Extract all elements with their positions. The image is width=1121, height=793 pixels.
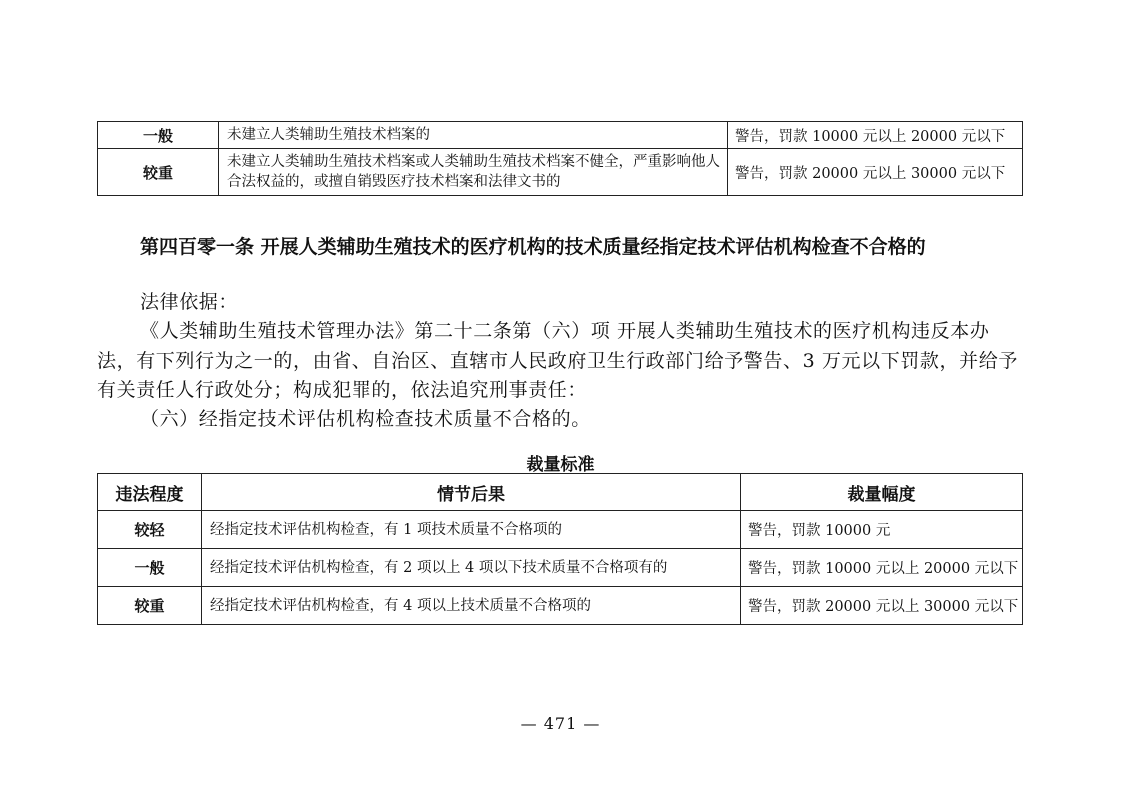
table-row — [98, 149, 1023, 196]
degree-cell: 较轻 — [98, 511, 202, 549]
penalty-cell: 警告，罚款 10000 元以上 20000 元以下 — [728, 122, 1023, 149]
header-degree: 违法程度 — [98, 474, 202, 511]
table-row — [98, 511, 1023, 549]
penalty-cell: 警告，罚款 20000 元以上 30000 元以下 — [728, 149, 1023, 196]
degree-cell: 较重 — [98, 587, 202, 625]
discretion-standard-table — [97, 473, 1023, 625]
item-six-text: （六）经指定技术评估机构检查技术质量不合格的。 — [140, 408, 591, 430]
top-penalty-table — [97, 121, 1023, 196]
circumstance-cell: 未建立人类辅助生殖技术档案或人类辅助生殖技术档案不健全，严重影响他人合法权益的，或擅自销毁医疗技术档案和法律文书的 — [219, 149, 728, 196]
header-penalty: 裁量幅度 — [741, 474, 1023, 511]
penalty-cell: 警告，罚款 10000 元 — [741, 511, 1023, 549]
circumstance-cell: 经指定技术评估机构检查，有 2 项以上 4 项以下技术质量不合格项有的 — [202, 549, 741, 587]
article-title: 第四百零一条 开展人类辅助生殖技术的医疗机构的技术质量经指定技术评估机构检查不合格的 — [140, 236, 926, 258]
circumstance-cell: 未建立人类辅助生殖技术档案的 — [219, 122, 728, 149]
table-row — [98, 549, 1023, 587]
circumstance-cell: 经指定技术评估机构检查，有 1 项技术质量不合格项的 — [202, 511, 741, 549]
degree-cell: 一般 — [98, 549, 202, 587]
table-caption: 裁量标准 — [526, 455, 595, 475]
degree-cell: 一般 — [98, 122, 219, 149]
penalty-cell: 警告，罚款 10000 元以上 20000 元以下 — [741, 549, 1023, 587]
legal-basis-text: 《人类辅助生殖技术管理办法》第二十二条第（六）项 开展人类辅助生殖技术的医疗机构违反本办法，有下列行为之一的，由省、自治区、直辖市人民政府卫生行政部门给予警告、3 万元以下罚款，并给予有关责任人行政处分；构成犯罪的，依法追究刑事责任： — [97, 320, 1018, 401]
table-row — [98, 122, 1023, 149]
page-number: — 471 — — [520, 714, 601, 733]
table-header-row — [98, 474, 1023, 511]
table-row — [98, 587, 1023, 625]
degree-cell: 较重 — [98, 149, 219, 196]
legal-basis-label: 法律依据： — [140, 291, 239, 313]
circumstance-cell: 经指定技术评估机构检查，有 4 项以上技术质量不合格项的 — [202, 587, 741, 625]
header-circumstance: 情节后果 — [202, 474, 741, 511]
penalty-cell: 警告，罚款 20000 元以上 30000 元以下 — [741, 587, 1023, 625]
